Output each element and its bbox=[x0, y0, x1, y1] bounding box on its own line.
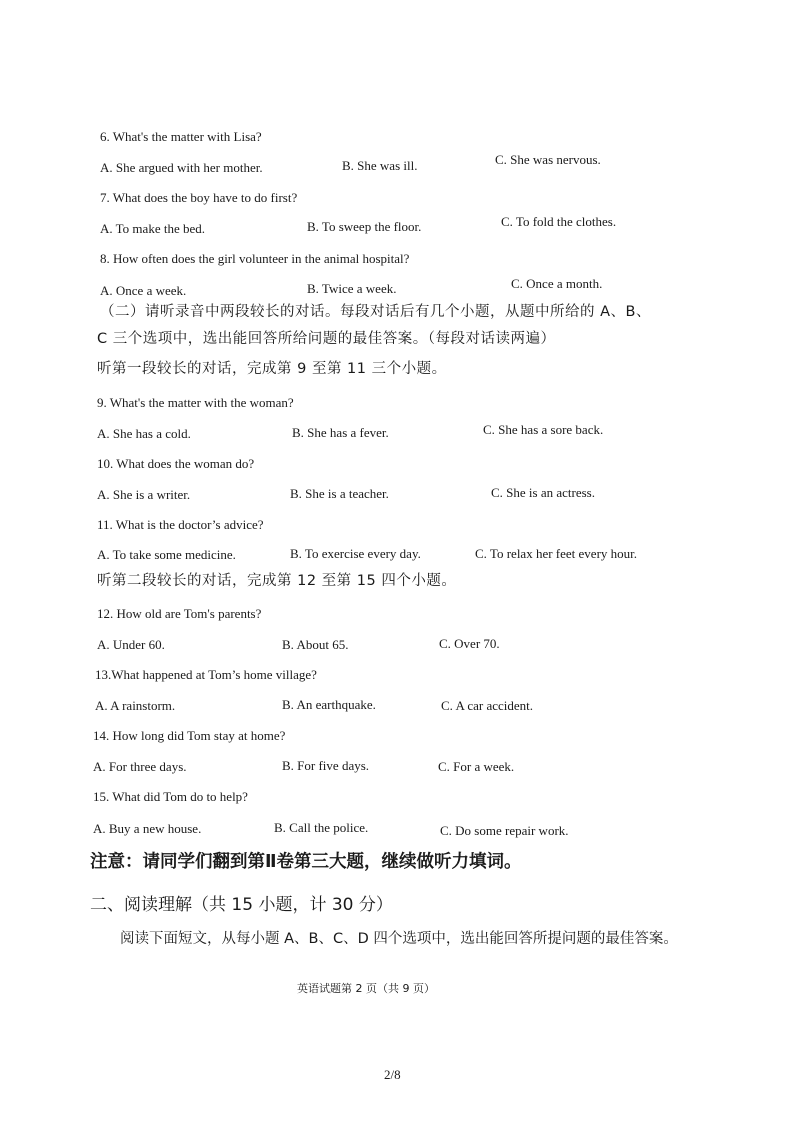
q9-option-a: A. She has a cold. bbox=[97, 426, 191, 441]
q6-option-a: A. She argued with her mother. bbox=[100, 160, 263, 175]
question-9: 9. What's the matter with the woman? bbox=[97, 395, 294, 410]
q11-option-b: B. To exercise every day. bbox=[290, 546, 421, 561]
q9-option-c: C. She has a sore back. bbox=[483, 422, 604, 437]
q13-option-b: B. An earthquake. bbox=[282, 697, 376, 712]
question-15: 15. What did Tom do to help? bbox=[93, 789, 248, 804]
q7-option-c: C. To fold the clothes. bbox=[501, 214, 617, 229]
q15-option-a: A. Buy a new house. bbox=[93, 821, 202, 836]
q9-option-b: B. She has a fever. bbox=[292, 425, 389, 440]
q13-option-c: C. A car accident. bbox=[441, 698, 534, 713]
q7-option-a: A. To make the bed. bbox=[100, 221, 205, 236]
q10-option-b: B. She is a teacher. bbox=[290, 486, 389, 501]
q12-option-c: C. Over 70. bbox=[439, 636, 500, 651]
part2-instruction-line1: （二）请听录音中两段较长的对话。每段对话后有几个小题，从题中所给的 A、B、 bbox=[100, 304, 651, 320]
q14-option-b: B. For five days. bbox=[282, 758, 370, 773]
q14-option-c: C. For a week. bbox=[438, 759, 515, 774]
question-7: 7. What does the boy have to do first? bbox=[100, 190, 298, 205]
q8-option-c: C. Once a month. bbox=[511, 276, 603, 291]
question-11: 11. What is the doctor’s advice? bbox=[97, 517, 264, 532]
part2-instruction-line2: C 三个选项中，选出能回答所给问题的最佳答案。（每段对话读两遍） bbox=[97, 331, 556, 347]
page-footer: 英语试题第 2 页（共 9 页） bbox=[297, 982, 435, 995]
question-10: 10. What does the woman do? bbox=[97, 456, 255, 471]
q6-option-c: C. She was nervous. bbox=[495, 152, 601, 167]
q6-option-b: B. She was ill. bbox=[342, 158, 418, 173]
q15-option-c: C. Do some repair work. bbox=[440, 823, 569, 838]
question-6: 6. What's the matter with Lisa? bbox=[100, 129, 262, 144]
section2-title: 二、阅读理解（共 15 小题，计 30 分） bbox=[90, 895, 393, 915]
q13-option-a: A. A rainstorm. bbox=[95, 698, 176, 713]
q7-option-b: B. To sweep the floor. bbox=[307, 219, 422, 234]
q11-option-a: A. To take some medicine. bbox=[97, 547, 236, 562]
question-14: 14. How long did Tom stay at home? bbox=[93, 728, 286, 743]
dialogue1-intro: 听第一段较长的对话，完成第 9 至第 11 三个小题。 bbox=[97, 361, 447, 377]
q15-option-b: B. Call the police. bbox=[274, 820, 369, 835]
q12-option-a: A. Under 60. bbox=[97, 637, 165, 652]
section2-instruction: 阅读下面短文，从每小题 A、B、C、D 四个选项中，选出能回答所提问题的最佳答案。 bbox=[120, 931, 678, 947]
q14-option-a: A. For three days. bbox=[93, 759, 187, 774]
q8-option-b: B. Twice a week. bbox=[307, 281, 397, 296]
question-13: 13.What happened at Tom’s home village? bbox=[95, 667, 317, 682]
q12-option-b: B. About 65. bbox=[282, 637, 349, 652]
q10-option-a: A. She is a writer. bbox=[97, 487, 191, 502]
question-12: 12. How old are Tom's parents? bbox=[97, 606, 262, 621]
page-number: 2/8 bbox=[384, 1067, 401, 1082]
dialogue2-intro: 听第二段较长的对话，完成第 12 至第 15 四个小题。 bbox=[97, 573, 457, 589]
q10-option-c: C. She is an actress. bbox=[491, 485, 595, 500]
question-8: 8. How often does the girl volunteer in the animal hospital? bbox=[100, 251, 410, 266]
q8-option-a: A. Once a week. bbox=[100, 283, 187, 298]
notice-text: 注意：请同学们翻到第Ⅱ卷第三大题，继续做听力填词。 bbox=[90, 852, 522, 872]
q11-option-c: C. To relax her feet every hour. bbox=[475, 546, 638, 561]
